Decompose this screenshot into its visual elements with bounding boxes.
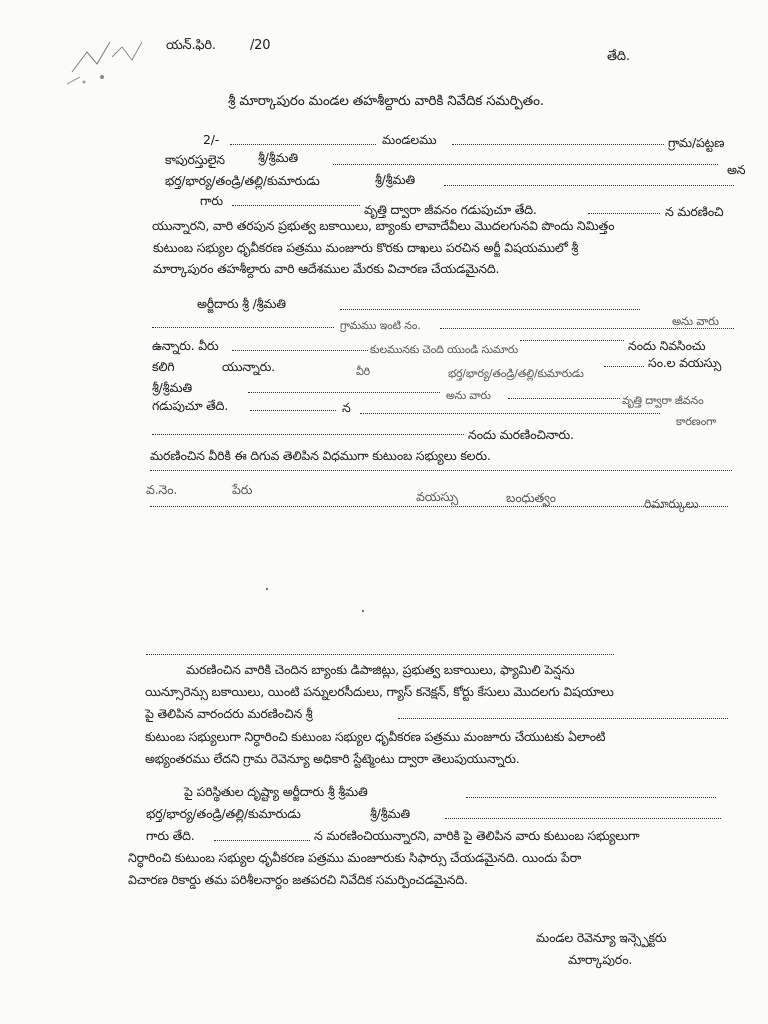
year-field: /20 (250, 38, 271, 53)
p2-dots (508, 398, 620, 399)
p2-l3c: నందు నివసించు (628, 338, 706, 353)
p4-dots (466, 797, 716, 798)
p4-l1a: పై పరిస్థితుల దృష్ట్యా అర్జీదారు శ్రీ శ్రీమతి (184, 784, 368, 799)
p3-l4: కుటుంబ సభ్యులుగా నిర్ధారించి కుటుంబ సభ్యుల ధృవీకరణ పత్రము మంజూరు చేయుటకు ఏలాంటి (145, 729, 606, 744)
signature-designation: మండల రెవెన్యూ ఇన్స్పెక్టరు (536, 930, 667, 945)
signature-place: మార్కాపురం. (568, 952, 633, 967)
p2-l8: మరణించిన వీరికి ఈ దిగువ తెలిపిన విధముగా కుటుంబ సభ్యులు కలరు. (150, 448, 491, 463)
p2-l7a: నందు మరణించినారు. (468, 427, 574, 442)
p2-l5b: అను వారు (446, 389, 491, 402)
p4-l4: నిర్ధారించి కుటుంబ సభ్యుల ధృవీకరణ పత్రము మంజూరుకు సిఫార్సు చేయడమైనది. యిందు పేరా (128, 850, 582, 865)
p2-dots (248, 392, 440, 393)
p2-l6c: కారణంగా (676, 415, 717, 428)
speck (266, 588, 268, 590)
p1-l4a: గారు (200, 193, 223, 208)
speck (362, 610, 364, 612)
p1-dots (452, 144, 664, 145)
p2-l4b: యున్నారు. (222, 359, 275, 374)
p2-l2a: గ్రామము ఇంటి నం. (340, 319, 421, 332)
p3-l3a: పై తెలిపిన వారందరు మరణించిన శ్రీ (145, 706, 313, 721)
document-title: శ్రీ మార్కాపురం మండల తహశీల్దారు వారికి నివేదిక సమర్పితం. (228, 93, 544, 109)
p4-l5: విచారణ రికార్డు తమ పరిశీలనార్ధం జతపరచి నివేదిక సమర్పించడమైనది. (128, 872, 468, 887)
p4-l2a: భర్త/భార్య/తండ్రి/తల్లి/కుమారుడు (146, 806, 301, 821)
p3-dots (398, 718, 728, 719)
col-age: వయస్సు (416, 489, 458, 504)
p2-l4d: భర్త/భార్య/తండ్రి/తల్లి/కుమారుడు (448, 367, 584, 380)
p1-l6: కుటుంబ సభ్యుల ధృవీకరణ పత్రము మంజూరు కొరకు దాఖలు పరచిన అర్జీ విషయములో శ్రీ (153, 240, 578, 255)
p2-dots (152, 434, 464, 435)
p2-dots (150, 470, 732, 471)
p3-l2: యిన్సూరెన్సు బకాయిలు, యింటి పన్నులరసీదులు, గ్యాస్ కనెక్షన్, కోర్టు కేసులు మొదలగు విషయాలు (145, 684, 614, 699)
ref-number: యన్.ఫిరి. (166, 38, 216, 53)
p1-l3b: శ్రీ/శ్రీమతి (375, 172, 415, 187)
p1-l4b: వృత్తి ద్వారా జీవనం గడుపుచూ తేది. (364, 202, 537, 217)
col-sno: వ.నెం. (146, 482, 178, 497)
p1-l2c: అన (727, 162, 746, 177)
p1-l7: మార్కాపురం తహశీల్దారు వారి ఆదేశముల మేరకు విచారణ చేయడమైనది. (153, 261, 500, 276)
p1-l4c: న మరణించి (665, 204, 724, 219)
p1-l1c: గ్రామ/పట్టణ (668, 135, 725, 150)
p2-l5c: వృత్తి ద్వారా జీవనం (622, 394, 704, 407)
p1-dots (230, 144, 376, 145)
p1-l1b: మండలము (382, 132, 437, 147)
p2-l4a: కలిగి (152, 359, 175, 374)
table-underline (150, 506, 728, 507)
p2-dots (360, 413, 660, 414)
p2-dots (232, 350, 368, 351)
p2-dots (340, 309, 640, 310)
col-remarks: రిమార్కులు (644, 496, 699, 511)
p2-l3a: ఉన్నారు. వీరు (152, 338, 219, 353)
p2-l3b: కులమునకు చెంది యుండి సుమారు (370, 343, 518, 356)
blank-line (146, 654, 614, 655)
p4-dots (214, 840, 310, 841)
p2-l1a: అర్జీదారు శ్రీ /శ్రీమతి (197, 296, 286, 311)
p2-l1b: అను వారు (672, 314, 719, 328)
p2-l5a: శ్రీ/శ్రీమతి (152, 380, 192, 395)
p2-dots (604, 366, 644, 367)
p1-dots (333, 164, 718, 165)
p3-l1: మరణించిన వారికి చెందిన బ్యాంకు డిపాజిట్లు, ప్రభుత్వ బకాయిలు, ఫ్యామిలి పెన్షను (186, 662, 575, 677)
p2-dots (152, 327, 334, 328)
p2-l6b: న (342, 400, 351, 415)
stamp-smudge (62, 22, 172, 92)
p2-l4c: వీరి (356, 365, 370, 378)
p1-dots (232, 205, 360, 206)
p4-l3a: గారు తేది. (146, 828, 195, 843)
p1-l3a: భర్త/భార్య/తండ్రి/తల్లి/కుమారుడు (165, 173, 320, 188)
p2-dots (250, 410, 336, 411)
p2-dots (440, 328, 734, 329)
p2-l4e: సం.ల వయస్సు (648, 355, 722, 370)
col-relation: బంధుత్వం (506, 490, 556, 505)
p2-dots (520, 340, 624, 341)
p4-dots (445, 818, 721, 819)
p1-dots (444, 185, 734, 186)
p1-l2b: శ్రీ/శ్రీమతి (258, 150, 298, 165)
p4-l3b: న మరణించియున్నారని, వారికి పై తెలిపిన వారు కుటుంబ సభ్యులుగా (314, 828, 640, 843)
p1-dots (588, 213, 660, 214)
p2-l6a: గడుపుచూ తేది. (152, 398, 229, 413)
p4-l2b: శ్రీ/శ్రీమతి (370, 806, 410, 821)
p1-l2a: కాపురస్తులైన (165, 152, 225, 167)
p1-l5: యున్నారని, వారి తరపున ప్రభుత్వ బకాయిలు, బ్యాంకు లావాదేవీలు మొదలగునవి పొందు నిమిత్తం (152, 218, 615, 233)
p1-l1a: 2/- (203, 132, 220, 147)
p3-l5: అభ్యంతరము లేదని గ్రామ రెవెన్యూ అధికారి స్టేట్మెంటు ద్వారా తెలుపుయున్నారు. (145, 751, 520, 766)
col-name: పేరు (232, 482, 253, 497)
date-label: తేది. (607, 49, 630, 64)
